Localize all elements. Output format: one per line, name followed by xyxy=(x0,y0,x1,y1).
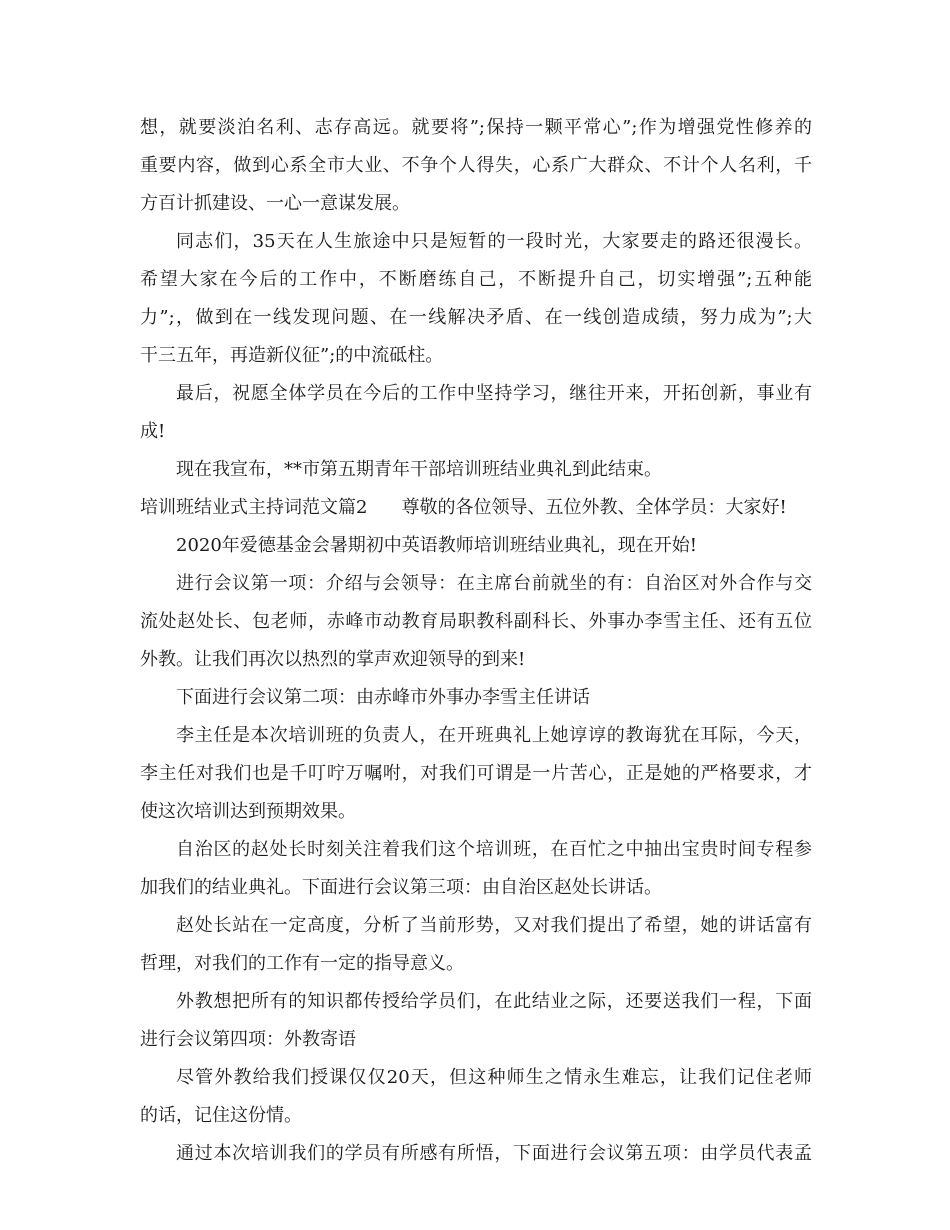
paragraph-line: 2020年爱德基金会暑期初中英语教师培训班结业典礼，现在开始! xyxy=(176,535,698,556)
section-heading-line xyxy=(140,493,812,523)
paragraph-line: 成! xyxy=(140,421,166,442)
greeting: 尊敬的各位领导、五位外教、全体学员：大家好! xyxy=(401,497,787,518)
paragraph-line: 自治区的赵处长时刻关注着我们这个培训班，在百忙之中抽出宝贵时间专程参 xyxy=(176,839,812,860)
paragraph-line: 外教想把所有的知识都传授给学员们，在此结业之际，还要送我们一程，下面 xyxy=(176,991,812,1012)
paragraph-line: 现在我宣布，**市第五期青年干部培训班结业典礼到此结束。 xyxy=(176,459,662,480)
paragraph-line: 干三五年，再造新仪征”;的中流砥柱。 xyxy=(140,345,444,366)
paragraph-line: 的话，记住这份情。 xyxy=(140,1105,302,1126)
paragraph-line: 最后，祝愿全体学员在今后的工作中坚持学习，继往开来，开拓创新，事业有 xyxy=(176,383,812,404)
paragraph-line: 重要内容，做到心系全市大业、不争个人得失，心系广大群众、不计个人名利，千 xyxy=(140,155,812,176)
paragraph-line: 进行会议第四项：外教寄语 xyxy=(140,1029,356,1050)
paragraph-line: 想，就要淡泊名利、志存高远。就要将”;保持一颗平常心”;作为增强党性修养的 xyxy=(140,117,812,138)
paragraph-line: 方百计抓建设、一心一意谋发展。 xyxy=(140,193,410,214)
paragraph-line: 赵处长站在一定高度，分析了当前形势，又对我们提出了希望，她的讲话富有 xyxy=(176,915,812,936)
paragraph-line: 哲理，对我们的工作有一定的指导意义。 xyxy=(140,953,464,974)
paragraph-line: 使这次培训达到预期效果。 xyxy=(140,801,356,822)
paragraph-line: 下面进行会议第二项：由赤峰市外事办李雪主任讲话 xyxy=(176,687,590,708)
paragraph-line: 希望大家在今后的工作中，不断磨练自己，不断提升自己，切实增强”;五种能 xyxy=(140,269,812,290)
paragraph-line: 尽管外教给我们授课仅仅20天，但这种师生之情永生难忘，让我们记住老师 xyxy=(176,1067,812,1088)
paragraph-line: 通过本次培训我们的学员有所感有所悟，下面进行会议第五项：由学员代表孟 xyxy=(176,1143,812,1164)
paragraph-line: 力”;，做到在一线发现问题、在一线解决矛盾、在一线创造成绩，努力成为”;大 xyxy=(140,307,812,328)
paragraph-line: 外教。让我们再次以热烈的掌声欢迎领导的到来! xyxy=(140,649,526,670)
paragraph-line: 李主任是本次培训班的负责人，在开班典礼上她谆谆的教诲犹在耳际，今天， xyxy=(176,725,812,746)
paragraph-line: 同志们，35天在人生旅途中只是短暂的一段时光，大家要走的路还很漫长。 xyxy=(176,231,812,252)
section-title: 培训班结业式主持词范文篇2 xyxy=(140,497,368,518)
paragraph-line: 李主任对我们也是千叮咛万嘱咐，对我们可谓是一片苦心，正是她的严格要求，才 xyxy=(140,763,812,784)
paragraph-line: 加我们的结业典礼。下面进行会议第三项：由自治区赵处长讲话。 xyxy=(140,877,662,898)
paragraph-line: 进行会议第一项：介绍与会领导：在主席台前就坐的有：自治区对外合作与交 xyxy=(176,573,812,594)
paragraph-line: 流处赵处长、包老师，赤峰市动教育局职教科副科长、外事办李雪主任、还有五位 xyxy=(140,611,812,632)
